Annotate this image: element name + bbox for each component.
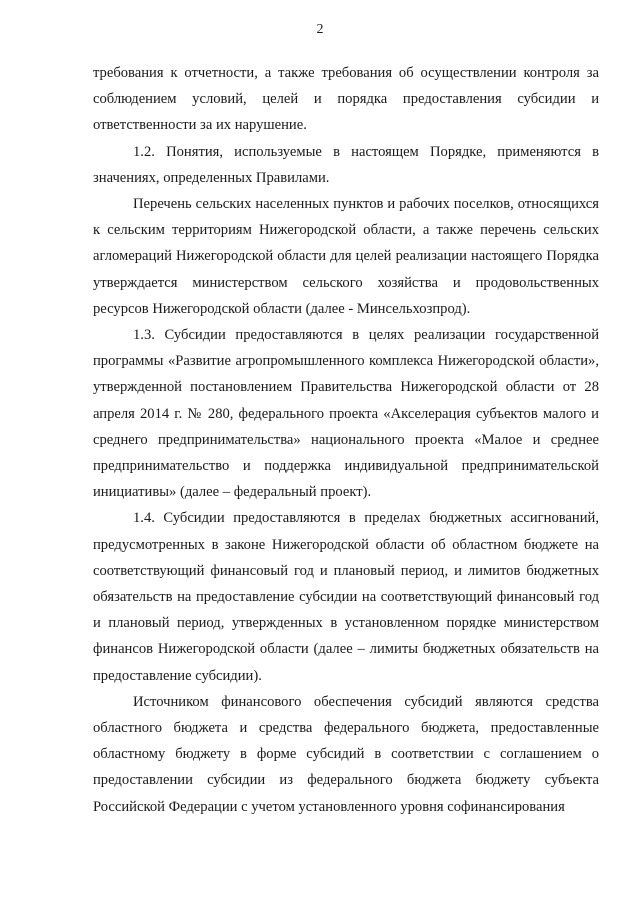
document-body [93, 60, 599, 820]
paragraph-reporting-requirements: требования к отчетности, а также требования об осуществлении контроля за соблюдением условий, целей и порядка предоставления субсидии и ответственности за их нарушение. [93, 65, 599, 134]
page-number: 2 [316, 22, 324, 37]
paragraph-1-2-definitions: 1.2. Понятия, используемые в настоящем Порядке, применяются в значениях, определенных Правилами. [93, 143, 599, 186]
paragraph-rural-settlements-list: Перечень сельских населенных пунктов и рабочих поселков, относящихся к сельским территориям Нижегородской области, а также перечень сельских агломераций Нижегородской области для целей реализации настоящего Порядка утверждается министерством сельского хозяйства и продовольственных ресурсов Нижегородской области (далее - Минсельхозпрод). [93, 196, 599, 317]
paragraph-1-3-subsidy-purpose: 1.3. Субсидии предоставляются в целях реализации государственной программы «Развитие агропромышленного комплекса Нижегородской области», утвержденной постановлением Правительства Нижегородской области от 28 апреля 2014 г. № 280, федерального проекта «Акселерация субъектов малого и среднего предпринимательства» национального проекта «Малое и среднее предпринимательство и поддержка индивидуальной предпринимательской инициативы» (далее – федеральный проект). [93, 327, 599, 501]
paragraph-1-4-budget-limits: 1.4. Субсидии предоставляются в пределах бюджетных ассигнований, предусмотренных в законе Нижегородской области об областном бюджете на соответствующий финансовый год и плановый период, и лимитов бюджетных обязательств на предоставление субсидии на соответствующий финансовый год и плановый период, утвержденных в установленном порядке министерством финансов Нижегородской области (далее – лимиты бюджетных обязательств на предоставление субсидии). [93, 510, 599, 684]
paragraph-funding-source: Источником финансового обеспечения субсидий являются средства областного бюджета и средства федерального бюджета, предоставленные областному бюджету в форме субсидий в соответствии с соглашением о предоставлении субсидии из федерального бюджета бюджету субъекта Российской Федерации с учетом установленного уровня софинансирования [93, 693, 599, 815]
